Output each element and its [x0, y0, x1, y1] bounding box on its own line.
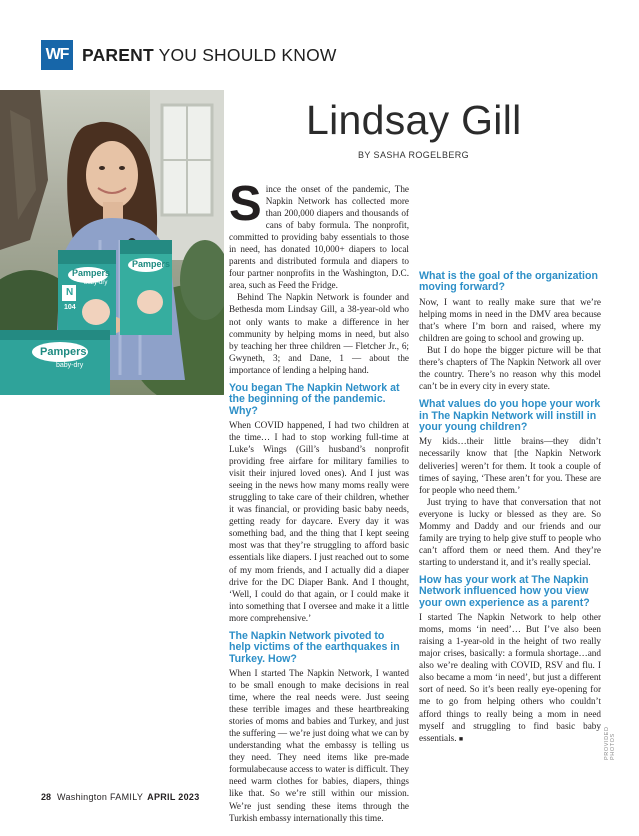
question-heading: What values do you hope your work in The Napkin Network will instill in your young children?: [419, 398, 601, 433]
portrait-photo: [0, 90, 224, 395]
intro-paragraph: [229, 177, 409, 291]
publication-name: Washington FAMILY: [57, 792, 144, 802]
article-title: Lindsay Gill: [306, 97, 522, 143]
question-heading: The Napkin Network pivoted to help victims of the earthquakes in Turkey. How?: [229, 629, 400, 665]
pampers-brand-right: Pampers: [132, 259, 171, 269]
answer-text: I started The Napkin Network to help other moms, moms ‘in need’… But I’ve also been raising a 1-year-old in the height of two really major crises, basically: a formula shortage…and also we’re dealing with COVID, RSV and flu. I also became a mom ‘in need’, but just a different sort of need. So it’s been really eye-opening for me to go from helping others who couldn’t afford things to really being a mom in need myself and struggling to find basic baby essentials.: [419, 612, 601, 743]
question-heading: You began The Napkin Network at the beginning of the pandemic. Why?: [229, 381, 400, 417]
issue-date: APRIL 2023: [147, 792, 200, 802]
end-mark: ■: [458, 734, 464, 743]
question-heading: How has your work at The Napkin Network influenced how you view your own experience as a parent?: [419, 573, 590, 609]
pampers-sub-bottom: baby-dry: [56, 362, 84, 369]
answer-paragraph: [419, 611, 601, 745]
pampers-sub-top: baby-dry: [84, 280, 108, 286]
photo-credit: PROVIDED PHOTOS: [604, 726, 616, 760]
section-title: [82, 45, 337, 66]
question-heading: What is the goal of the organization moving forward?: [419, 270, 598, 294]
pampers-count: 104: [64, 304, 76, 311]
answer-paragraph: Just trying to have that conversation that not everyone is lucky or blessed as they are. So Mommy and Daddy and our friends and our family are trying to help give stuff to people who can’t afford them or need them. And they’re starting to understand it, and it’s really special.: [419, 496, 601, 567]
pampers-size: N: [66, 287, 74, 298]
answer-paragraph: When I started The Napkin Network, I wanted to be small enough to make decisions in real time, where the real needs were. Just seeing these terrible images and these heartbreaking stories of moms and babies and Turkey, and just the suffering — we’re just doing what we can by understanding what the embassy is telling us they need. They need items like pre-made formulabecause access to water is difficult. They need warm clothes for babies, diapers, things like that. So we’re still within our mission. We’re just sending these items through the Turkish embassy internationally this time.: [229, 667, 409, 823]
section-title-bold: PARENT: [82, 44, 154, 65]
body-paragraph: Behind The Napkin Network is founder and Bethesda mom Lindsay Gill, a 38-year-old who not only wants to make a difference in her community by helping moms in need, but also by teaching her three children — Fletcher Jr., 6; Gwyneth, 3; and Dane, 1 — about the importance of lending a helping hand.: [229, 292, 409, 375]
answer-paragraph: Now, I want to really make sure that we’re helping moms in need in the DMV area because that’s where I’m born and raised, where my children are going to school and growing up.: [419, 296, 601, 343]
pampers-text-layer: [0, 90, 224, 395]
drop-cap: S: [229, 177, 262, 231]
article-column-1: [229, 177, 409, 824]
section-header: [41, 40, 337, 70]
page-number: 28: [41, 792, 52, 802]
answer-paragraph: When COVID happened, I had two children at the time… I had to stop working full-time at Luke’s Wings (Gill’s husband’s nonprofit providing free airfare for military families to visit their injured loved ones). And I just was seeing in the news how many moms really were struggling to take care of their children, whether it was financial, or providing basic baby needs, getting ready for daycare. Every day it was something bad, and the thing that I kept seeing most was that they’re struggling to afford basic essentials like diapers. I just reached out to some of my mom friends, and I actually did a diaper drive for the DC Diaper Bank. And I thought, ‘Well, I could do that again, or I could make it into something that I oversee and make it a little more comprehensive.’: [229, 419, 409, 623]
byline: BY SASHA ROGELBERG: [358, 150, 470, 160]
article-column-2: [419, 183, 601, 745]
pampers-brand-top: Pampers: [72, 268, 111, 278]
wf-logo: WF: [41, 40, 73, 70]
pampers-brand-bottom: Pampers: [40, 346, 87, 358]
answer-paragraph: But I do hope the bigger picture will be that there’s chapters of The Napkin Network all over the country. There’s no reason why this model can’t be in every city in every state.: [419, 345, 601, 392]
page-footer: [41, 792, 200, 802]
answer-paragraph: My kids…their little brains—they didn’t necessarily know that [the Napkin Network deliveries] weren’t for them. It took a couple of times of saying, ‘These aren’t for you. These are for people who need them.’: [419, 436, 601, 495]
section-title-rest: YOU SHOULD KNOW: [153, 44, 337, 65]
intro-text: ince the onset of the pandemic, The Napkin Network has collected more than 200,000 diapers and thousands of cans of baby formula. The nonprofit, committed to providing baby essentials to those in need, has donated 10,000+ diapers to local parents and distributed formula and diapers to four partner nonprofits in the Washington, D.C. area, such as Feed the Fridge.: [229, 184, 409, 291]
